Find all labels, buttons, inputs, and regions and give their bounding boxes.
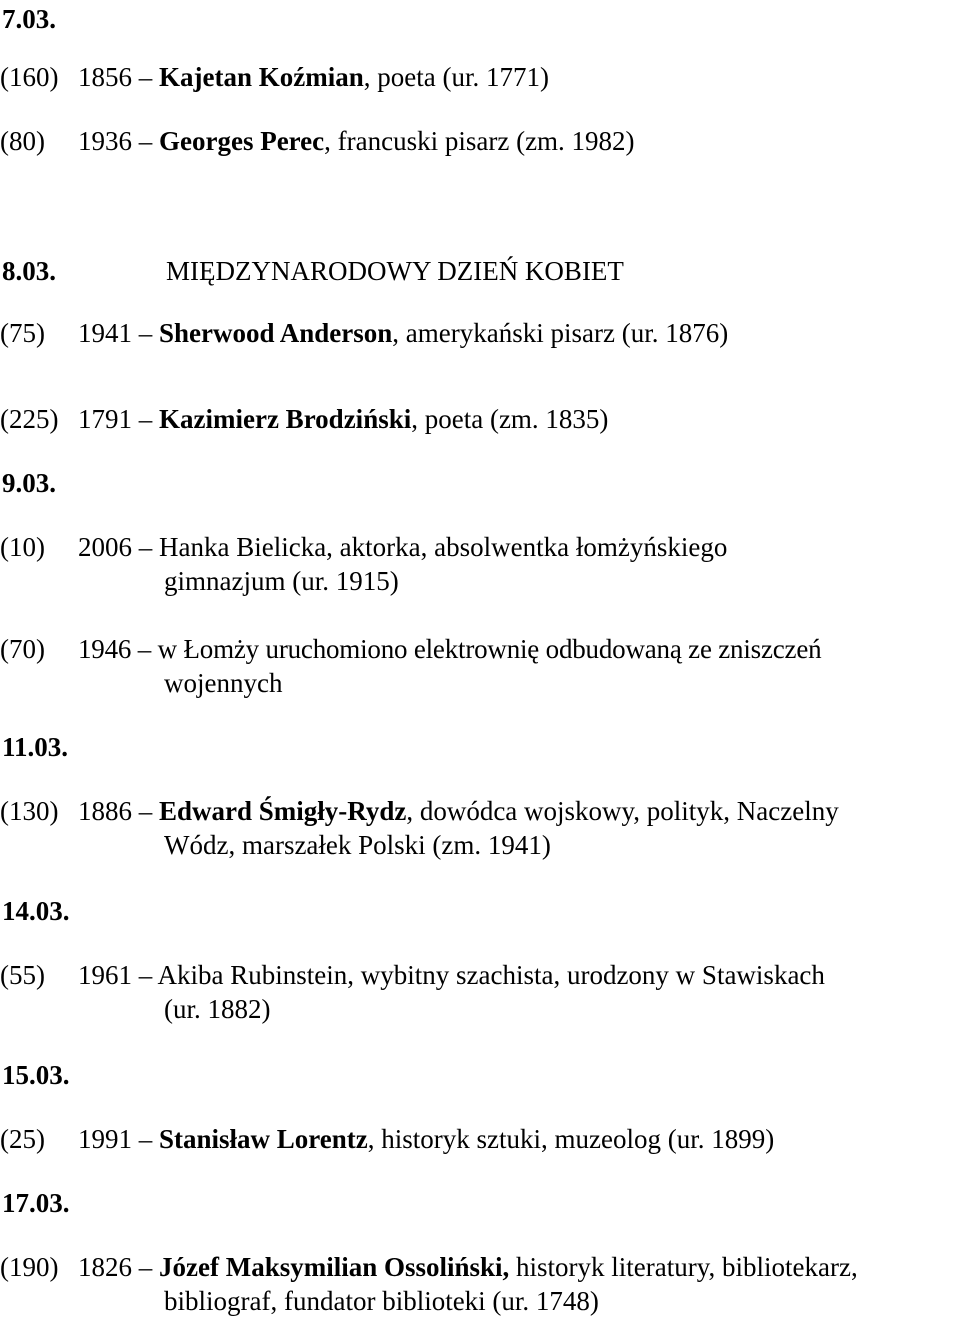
- entry-line: [78, 794, 839, 828]
- entry-line: [78, 124, 635, 158]
- entry-line: [78, 316, 728, 350]
- entry-name: Józef Maksymilian Ossoliński,: [159, 1252, 510, 1282]
- date-heading: 9.03.: [2, 468, 56, 498]
- entry-description: , historyk sztuki, muzeolog (ur. 1899): [367, 1124, 775, 1154]
- entry-line: [78, 1122, 774, 1156]
- holiday-title: MIĘDZYNARODOWY DZIEŃ KOBIET: [166, 256, 624, 286]
- anniversary-number: (25): [0, 1124, 45, 1154]
- anniversary-number: (225): [0, 404, 59, 434]
- entry-dash: –: [138, 62, 153, 92]
- entry-name: Kazimierz Brodziński: [159, 404, 412, 434]
- entry-year: 1946: [78, 634, 132, 664]
- entry-dash: –: [138, 126, 153, 156]
- entry-year: 1886: [78, 796, 132, 826]
- entry-description-continued: wojennych: [164, 668, 283, 698]
- entry-description: , poeta (ur. 1771): [363, 62, 549, 92]
- entry-dash: –: [138, 796, 153, 826]
- entry-year: 1826: [78, 1252, 132, 1282]
- entry-name: Sherwood Anderson: [159, 318, 393, 348]
- date-heading: 7.03.: [2, 4, 56, 34]
- entry-description: Hanka Bielicka, aktorka, absolwentka łomżyńskiego: [159, 532, 728, 562]
- entry-name: Kajetan Koźmian: [159, 62, 364, 92]
- anniversary-number: (130): [0, 796, 59, 826]
- entry-name: Georges Perec: [159, 126, 325, 156]
- anniversary-number: (160): [0, 62, 59, 92]
- entry-year: 1791: [78, 404, 132, 434]
- entry-dash: –: [138, 318, 153, 348]
- entry-year: 1856: [78, 62, 132, 92]
- date-heading: 15.03.: [2, 1060, 70, 1090]
- entry-year: 1991: [78, 1124, 132, 1154]
- entry-description-continued: bibliograf, fundator biblioteki (ur. 1748): [164, 1286, 599, 1316]
- entry-dash: –: [138, 1252, 153, 1282]
- entry-line: [78, 402, 608, 436]
- entry-description-continued: gimnazjum (ur. 1915): [164, 566, 399, 596]
- entry-dash: –: [137, 634, 152, 664]
- anniversary-number: (10): [0, 532, 45, 562]
- entry-description: , poeta (zm. 1835): [411, 404, 609, 434]
- entry-description: , amerykański pisarz (ur. 1876): [392, 318, 729, 348]
- entry-line: [78, 60, 549, 94]
- entry-description: w Łomży uruchomiono elektrownię odbudowaną ze zniszczeń: [157, 634, 822, 664]
- entry-description: , dowódca wojskowy, polityk, Naczelny: [406, 796, 839, 826]
- anniversary-number: (80): [0, 126, 45, 156]
- date-heading: 17.03.: [2, 1188, 70, 1218]
- entry-year: 1936: [78, 126, 132, 156]
- entry-description: Akiba Rubinstein, wybitny szachista, urodzony w Stawiskach: [157, 960, 825, 990]
- date-heading: 14.03.: [2, 896, 70, 926]
- anniversary-number: (190): [0, 1252, 59, 1282]
- anniversary-number: (55): [0, 960, 45, 990]
- entry-dash: –: [138, 960, 153, 990]
- entry-description-continued: (ur. 1882): [164, 994, 271, 1024]
- date-heading: 11.03.: [2, 732, 69, 762]
- date-label: 8.03.: [2, 256, 56, 286]
- entry-year: 1961: [78, 960, 132, 990]
- entry-description: historyk literatury, bibliotekarz,: [509, 1252, 858, 1282]
- entry-line: [78, 632, 821, 666]
- entry-line: [78, 530, 727, 564]
- entry-name: Stanisław Lorentz: [159, 1124, 368, 1154]
- entry-year: 2006: [78, 532, 132, 562]
- entry-description: , francuski pisarz (zm. 1982): [324, 126, 635, 156]
- entry-line: [78, 1250, 858, 1284]
- entry-year: 1941: [78, 318, 132, 348]
- anniversary-number: (70): [0, 634, 45, 664]
- entry-dash: –: [138, 1124, 153, 1154]
- entry-name: Edward Śmigły-Rydz: [159, 796, 407, 826]
- anniversary-number: (75): [0, 318, 45, 348]
- entry-dash: –: [138, 532, 153, 562]
- entry-dash: –: [138, 404, 153, 434]
- entry-description-continued: Wódz, marszałek Polski (zm. 1941): [164, 830, 551, 860]
- entry-line: [78, 958, 825, 992]
- date-heading: [2, 254, 960, 288]
